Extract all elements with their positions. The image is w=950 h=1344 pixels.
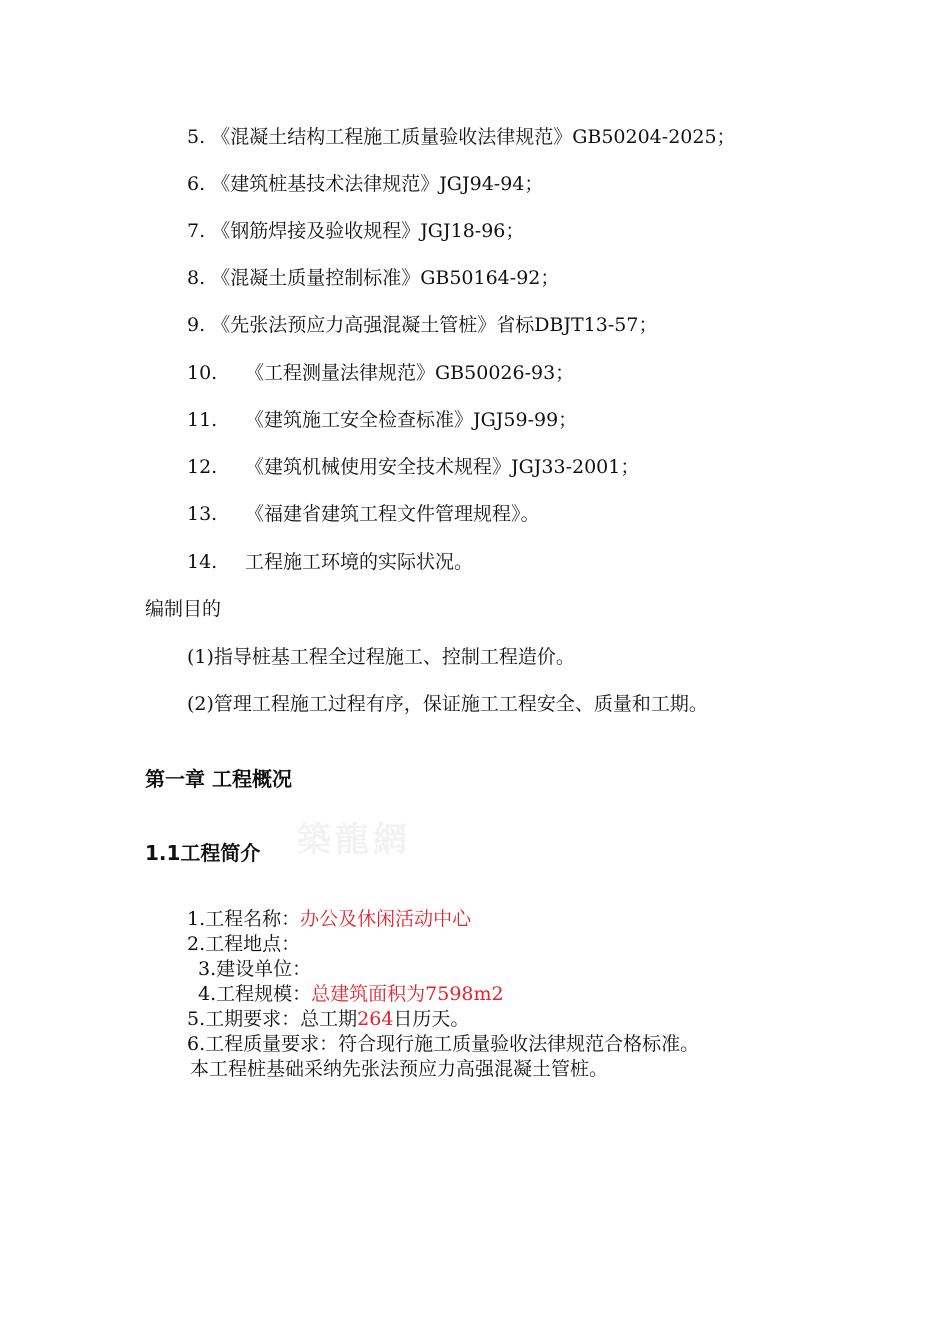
purpose-item: (1)指导桩基工程全过程施工、控制工程造价。 <box>187 646 575 668</box>
project-scale-row <box>198 982 504 1007</box>
project-period-unit: 日历天。 <box>393 1008 470 1030</box>
project-builder-row <box>198 957 311 982</box>
reference-item <box>187 172 543 196</box>
project-scale-value: 总建筑面积为7598m2 <box>311 983 504 1005</box>
reference-item <box>187 455 639 479</box>
reference-item <box>187 408 577 432</box>
project-quality-row <box>187 1032 699 1057</box>
reference-number: 5. <box>187 126 206 148</box>
reference-item <box>187 125 736 149</box>
project-name-row <box>187 907 471 932</box>
reference-number: 6. <box>187 173 206 195</box>
chapter-title: 第一章 工程概况 <box>145 767 292 791</box>
reference-item <box>187 502 540 526</box>
project-quality-label: 6.工程质量要求：符合现行施工质量验收法律规范合格标准。 <box>187 1033 700 1055</box>
reference-text: 《工程测量法律规范》GB50026-93； <box>245 362 575 384</box>
project-period-value: 264 <box>357 1008 394 1030</box>
reference-text: 《混凝土质量控制标准》GB50164-92； <box>211 267 560 289</box>
reference-number: 14. <box>187 551 218 573</box>
reference-text: 工程施工环境的实际状况。 <box>245 551 474 573</box>
reference-number: 12. <box>187 456 218 478</box>
foundation-note-text: 本工程桩基础采纳先张法预应力高强混凝土管桩。 <box>190 1058 609 1080</box>
purpose-item: (2)管理工程施工过程有序，保证施工工程安全、质量和工期。 <box>187 693 708 715</box>
reference-item <box>187 361 574 385</box>
foundation-note <box>190 1057 608 1082</box>
reference-text: 《建筑桩基技术法律规范》JGJ94-94； <box>211 173 544 195</box>
reference-text: 《混凝土结构工程施工质量验收法律规范》GB50204-2025； <box>211 126 736 148</box>
reference-text: 《先张法预应力高强混凝土管桩》省标DBJT13-57； <box>211 314 658 336</box>
project-period-label: 5.工期要求：总工期 <box>187 1008 358 1030</box>
project-builder-label: 3.建设单位： <box>198 958 312 980</box>
reference-number: 11. <box>187 409 218 431</box>
reference-item <box>187 266 559 290</box>
reference-number: 9. <box>187 314 206 336</box>
reference-number: 7. <box>187 220 206 242</box>
reference-text: 《福建省建筑工程文件管理规程》。 <box>245 503 540 525</box>
project-name-value: 办公及休闲活动中心 <box>300 908 472 930</box>
section-title: 1.1工程简介 <box>145 841 261 865</box>
project-location-label: 2.工程地点： <box>187 933 301 955</box>
reference-number: 10. <box>187 362 218 384</box>
project-period-row <box>187 1007 469 1032</box>
reference-item <box>187 313 657 337</box>
reference-item <box>187 550 473 574</box>
watermark-logo: 築龍網 <box>297 820 411 860</box>
project-name-label: 1.工程名称： <box>187 908 301 930</box>
project-scale-label: 4.工程规模： <box>198 983 312 1005</box>
reference-text: 《建筑施工安全检查标准》JGJ59-99； <box>245 409 578 431</box>
reference-number: 13. <box>187 503 218 525</box>
reference-text: 《钢筋焊接及验收规程》JGJ18-96； <box>211 220 525 242</box>
purpose-title: 编制目的 <box>145 598 222 620</box>
reference-item <box>187 219 524 243</box>
reference-number: 8. <box>187 267 206 289</box>
reference-text: 《建筑机械使用安全技术规程》JGJ33-2001； <box>245 456 640 478</box>
project-location-row <box>187 932 300 957</box>
